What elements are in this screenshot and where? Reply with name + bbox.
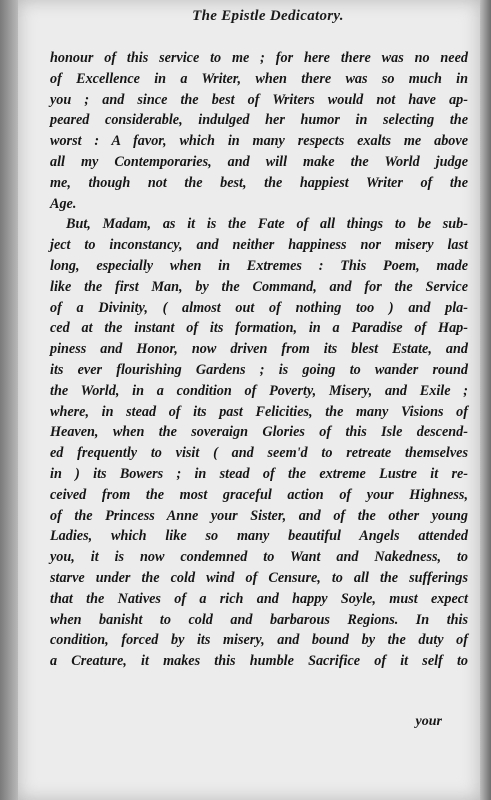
text-line: where, in stead of its past Felicities, the many Visions of (50, 403, 468, 420)
page-body-text (50, 48, 468, 672)
text-line: of Excellence in a Writer, when there was so much in (50, 70, 468, 87)
text-line: like the first Man, by the Command, and for the Service (50, 278, 468, 295)
text-line: piness and Honor, now driven from its blest Estate, and (50, 341, 468, 358)
text-line: ceived from the most graceful action of your Highness, (50, 486, 468, 503)
text-line: its ever flourishing Gardens ; is going to wander round (50, 361, 468, 378)
text-line: But, Madam, as it is the Fate of all things to be sub- (66, 216, 468, 233)
text-line: the World, in a condition of Poverty, Misery, and Exile ; (50, 382, 468, 399)
text-line: Age. (50, 195, 77, 212)
text-line: you, it is now condemned to Want and Nakedness, to (50, 549, 468, 566)
text-line: you ; and since the best of Writers would not have ap- (50, 91, 468, 108)
text-line: long, especially when in Extremes : This Poem, made (50, 257, 468, 274)
text-line: starve under the cold wind of Censure, to all the sufferings (50, 569, 468, 586)
text-line: that the Natives of a rich and happy Soyle, must expect (50, 590, 468, 607)
text-line: worst : A favor, which in many respects exalts me above (50, 133, 468, 150)
book-gutter-right (480, 0, 491, 800)
running-head: The Epistle Dedicatory. (192, 8, 344, 24)
book-page (18, 0, 480, 800)
text-line: ject to inconstancy, and neither happiness nor misery last (50, 237, 468, 254)
text-line: peared considerable, indulged her humor in selecting the (50, 112, 468, 129)
text-line: ced at the instant of its formation, in a Paradise of Hap- (50, 320, 468, 337)
book-gutter-left (0, 0, 18, 800)
text-line: condition, forced by its misery, and bound by the duty of (50, 632, 468, 649)
text-line: Heaven, when the soveraign Glories of this Isle descend- (50, 424, 468, 441)
text-line: when banisht to cold and barbarous Regions. In this (50, 611, 468, 628)
text-line: ed frequently to visit ( and seem'd to retreate themselves (50, 445, 468, 462)
text-line: of the Princess Anne your Sister, and of the other young (50, 507, 468, 524)
text-line: all my Contemporaries, and will make the World judge (50, 153, 468, 170)
text-line: Ladies, which like so many beautiful Angels attended (50, 528, 468, 545)
text-line: me, though not the best, the happiest Writer of the (50, 174, 468, 191)
text-line: a Creature, it makes this humble Sacrifice of it self to (50, 653, 468, 670)
text-line: of a Divinity, ( almost out of nothing too ) and pla- (50, 299, 468, 316)
text-line: honour of this service to me ; for here there was no need (50, 50, 468, 66)
catchword: your (415, 714, 442, 729)
text-line: in ) its Bowers ; in stead of the extreme Lustre it re- (50, 465, 468, 482)
